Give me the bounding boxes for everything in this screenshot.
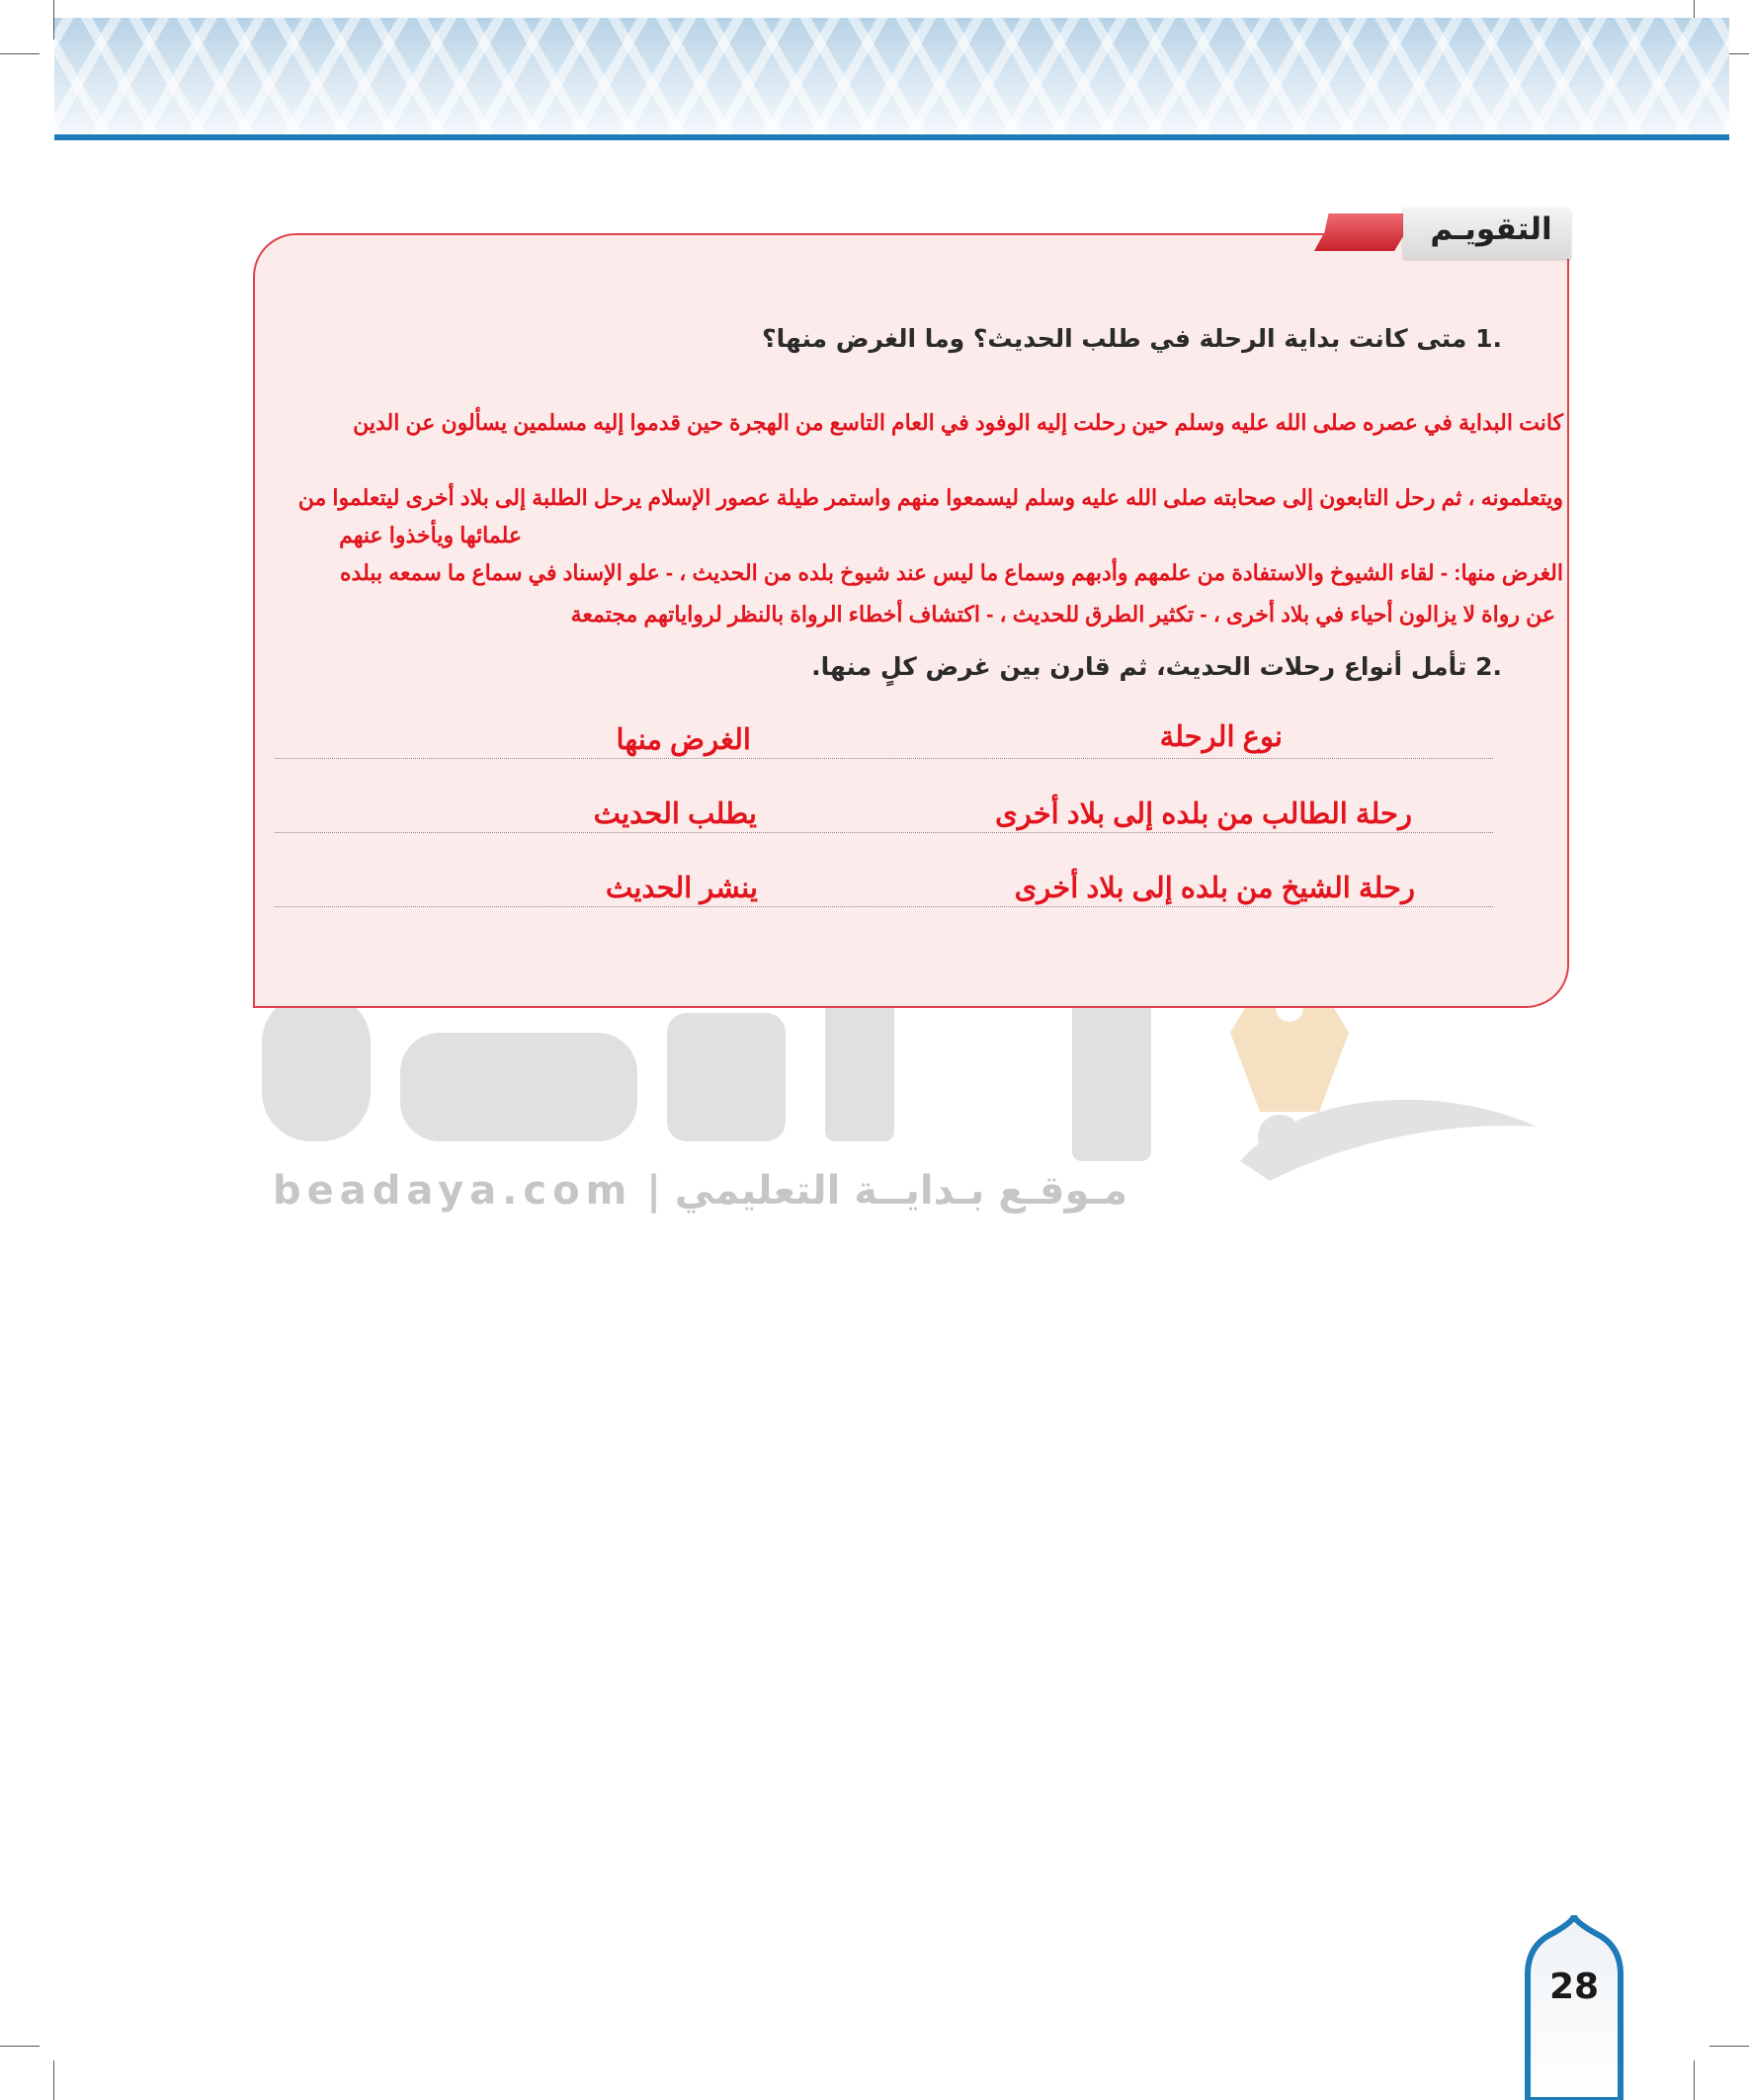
table-divider xyxy=(275,758,1493,759)
section-title: التقويـم xyxy=(1430,211,1552,247)
table-cell-trip-type: رحلة الطالب من بلده إلى بلاد أخرى xyxy=(995,798,1412,830)
crop-mark xyxy=(1694,2060,1695,2100)
page-number-tab xyxy=(1524,1915,1624,2100)
answer-line: عن رواة لا يزالون أحياء في بلاد أخرى ، - تكثير الطرق للحديث ، - اكتشاف أخطاء الرواة بالنظر لرواياتهم مجتمعة xyxy=(570,602,1555,627)
page-number: 28 xyxy=(1548,1967,1600,2007)
header-rule xyxy=(54,134,1729,140)
table-cell-trip-type: رحلة الشيخ من بلده إلى بلاد أخرى xyxy=(1014,873,1415,904)
table-divider xyxy=(275,906,1493,907)
question-2: .2 تأمل أنواع رحلات الحديث، ثم قارن بين غرض كلٍ منها. xyxy=(811,652,1502,681)
answer-line: الغرض منها: - لقاء الشيوخ والاستفادة من علمهم وأدبهم وسماع ما ليس عند شيوخ بلده من الحديث ، - علو الإسناد في سماع ما سمعه ببلده xyxy=(340,560,1563,585)
crop-mark xyxy=(1709,2046,1749,2047)
answer-line: علمائها ويأخذوا عنهم xyxy=(339,523,522,547)
watermark-caption: مـوقـع بـدايــة التعليمي | beadaya.com xyxy=(273,1168,1128,1214)
table-divider xyxy=(275,832,1493,833)
question-1: .1 متى كانت بداية الرحلة في طلب الحديث؟ وما الغرض منها؟ xyxy=(762,324,1502,353)
crop-mark xyxy=(0,53,40,54)
answer-line: ويتعلمونه ، ثم رحل التابعون إلى صحابته صلى الله عليه وسلم ليسمعوا منهم واستمر طيلة عصور الإسلام يرحل الطلبة إلى بلاد أخرى ليتعلموا من xyxy=(297,485,1563,510)
header-pattern-band xyxy=(54,18,1729,138)
table-header-trip-type: نوع الرحلة xyxy=(1159,721,1283,753)
table-cell-purpose: يطلب الحديث xyxy=(593,798,757,830)
answer-line: كانت البداية في عصره صلى الله عليه وسلم حين رحلت إليه الوفود في العام التاسع من الهجرة حين قدموا إليه مسلمين يسألون عن الدين xyxy=(353,410,1563,435)
table-header-purpose: الغرض منها xyxy=(616,724,751,756)
crop-mark xyxy=(0,2046,40,2047)
table-cell-purpose: ينشر الحديث xyxy=(605,873,758,904)
crop-mark xyxy=(53,2060,54,2100)
